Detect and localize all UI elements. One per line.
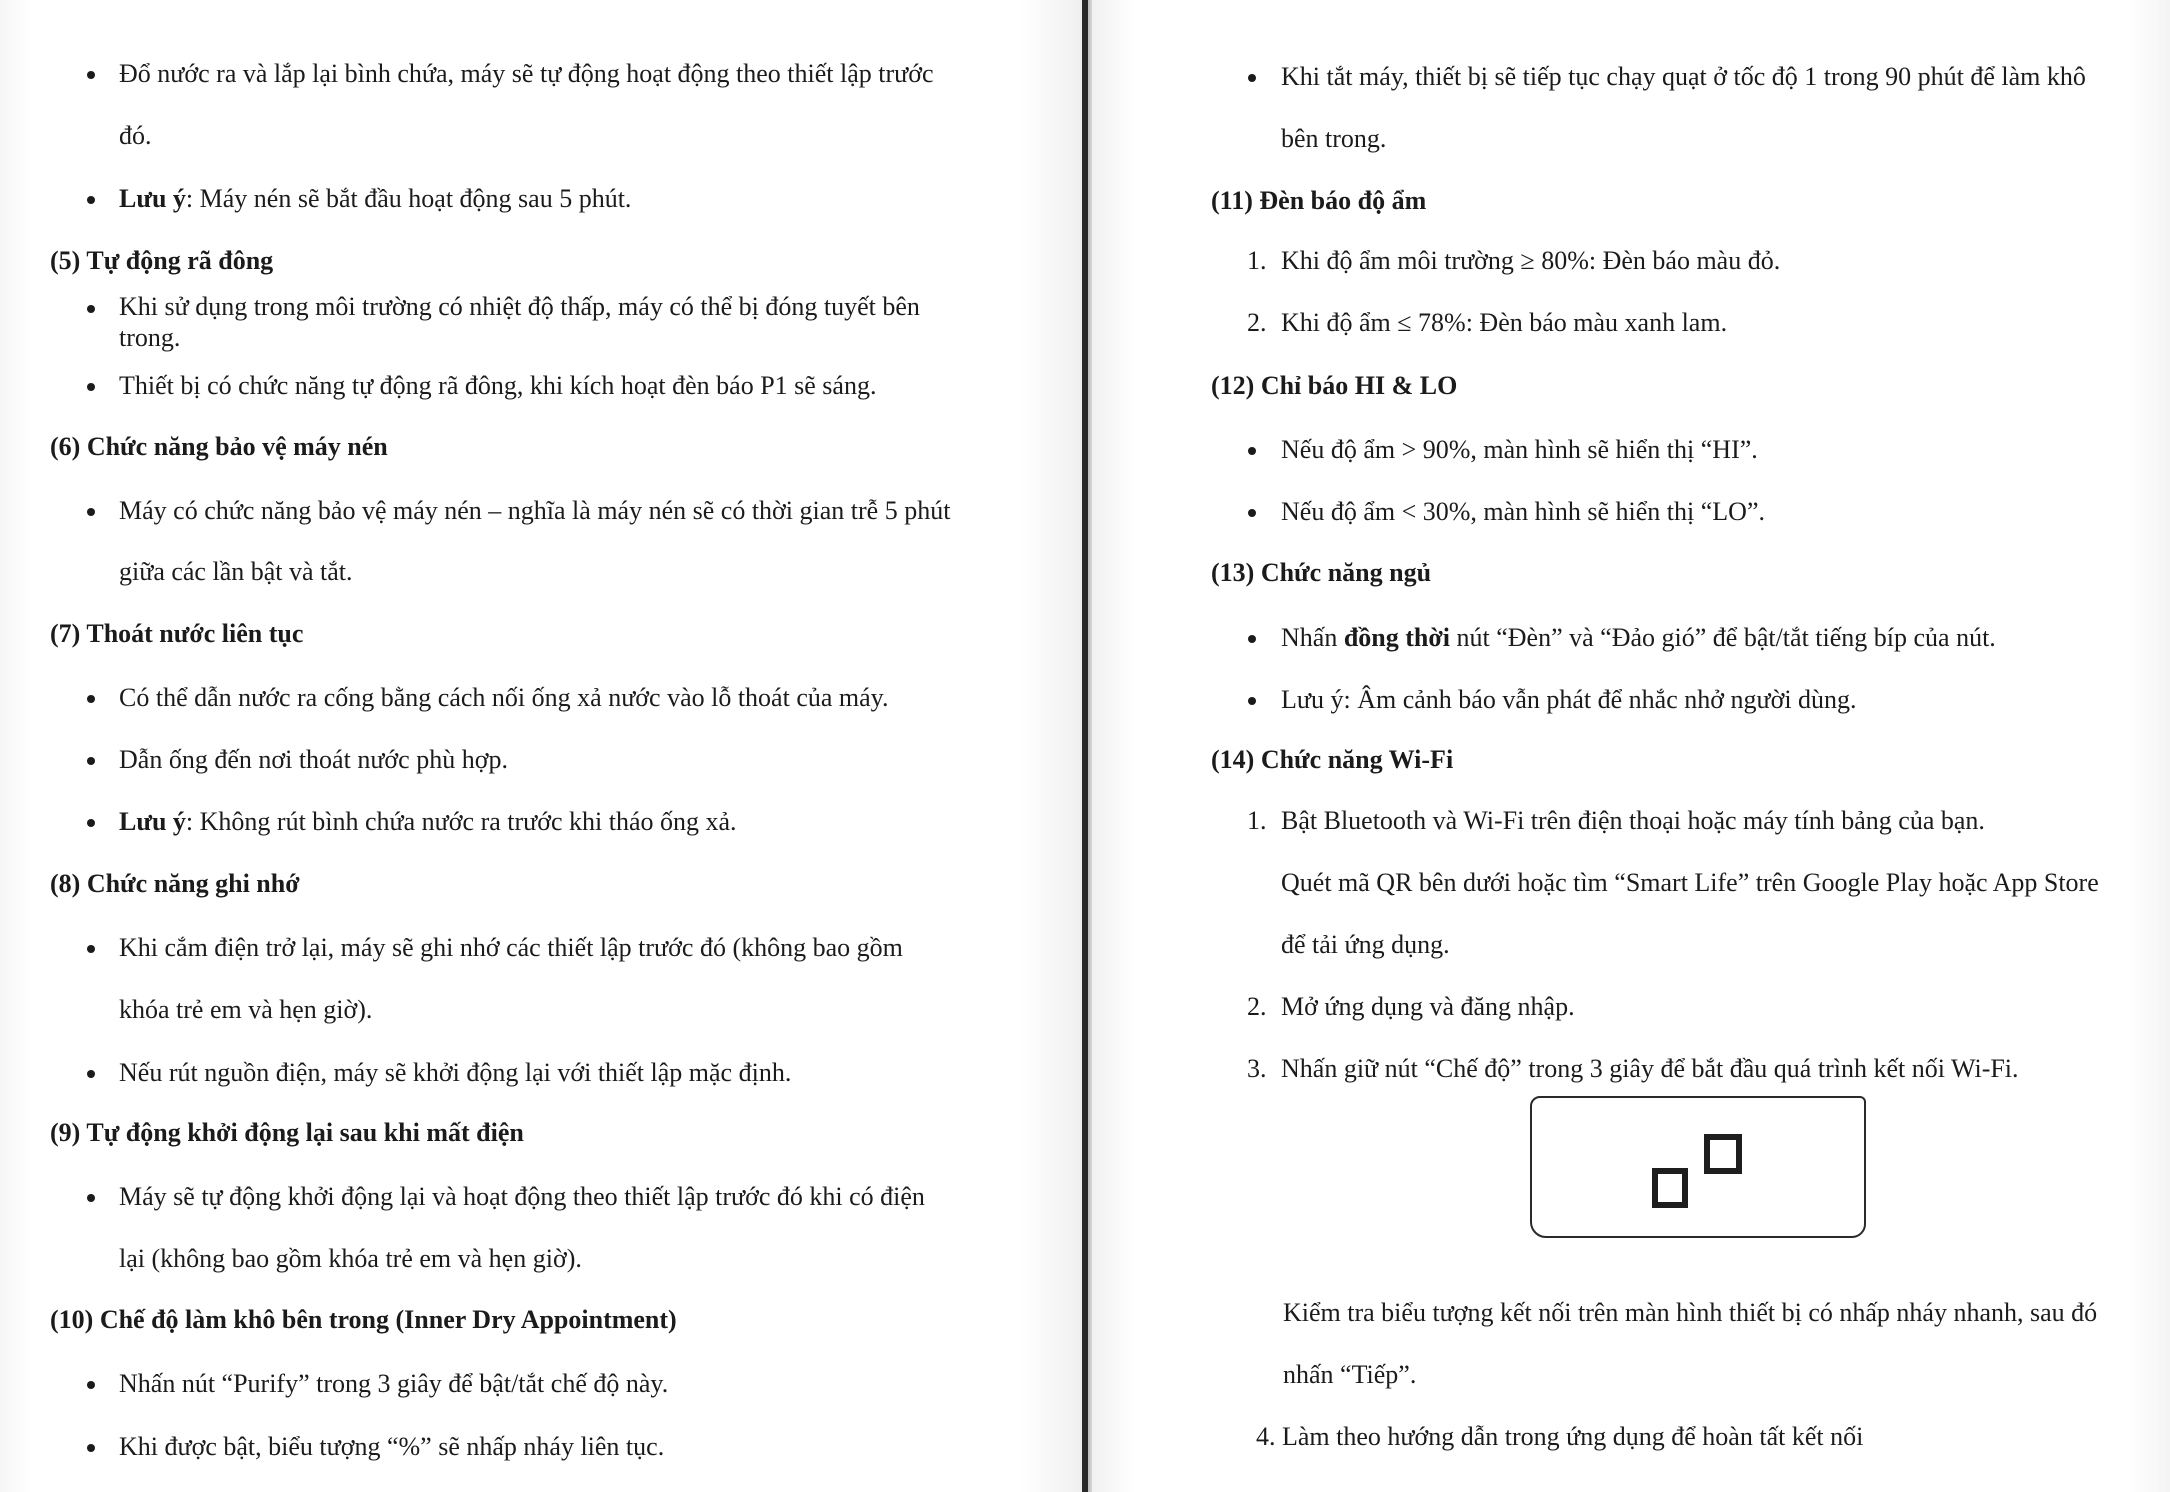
bullet bbox=[87, 695, 95, 703]
note-label: Lưu ý bbox=[119, 807, 186, 836]
bullet bbox=[87, 1381, 95, 1389]
bullet bbox=[87, 1444, 95, 1452]
text-line: Khi độ ẩm ≤ 78%: Đèn báo màu xanh lam. bbox=[1281, 308, 1728, 337]
text-line: Nếu rút nguồn điện, máy sẽ khởi động lại với thiết lập mặc định. bbox=[119, 1058, 792, 1087]
bullet bbox=[87, 819, 95, 827]
text-part: Nhấn bbox=[1281, 623, 1344, 652]
list-number: 1. bbox=[1247, 246, 1267, 275]
bullet bbox=[87, 757, 95, 765]
text-line: Khi độ ẩm môi trường ≥ 80%: Đèn báo màu đỏ. bbox=[1281, 246, 1781, 275]
note-text: : Không rút bình chứa nước ra trước khi tháo ống xả. bbox=[185, 807, 737, 836]
bullet bbox=[1248, 697, 1256, 705]
text-line: Có thể dẫn nước ra cống bằng cách nối ống xả nước vào lỗ thoát của máy. bbox=[119, 683, 889, 712]
text-part: nút “Đèn” và “Đảo gió” để bật/tắt tiếng bíp của nút. bbox=[1450, 623, 1996, 652]
device-display-illustration bbox=[1530, 1096, 1866, 1238]
bullet bbox=[87, 508, 95, 516]
section-heading-14: (14) Chức năng Wi-Fi bbox=[1211, 745, 1454, 774]
bullet bbox=[1248, 74, 1256, 82]
text-line: Nếu độ ẩm > 90%, màn hình sẽ hiển thị “HI”. bbox=[1281, 435, 1758, 464]
text-line: Dẫn ống đến nơi thoát nước phù hợp. bbox=[119, 745, 508, 774]
bullet bbox=[87, 196, 95, 204]
text-line: Lưu ý: Âm cảnh báo vẫn phát để nhắc nhở người dùng. bbox=[1281, 685, 1857, 714]
bullet bbox=[1248, 635, 1256, 643]
text-line bbox=[119, 184, 631, 214]
text-line: Bật Bluetooth và Wi-Fi trên điện thoại hoặc máy tính bảng của bạn. bbox=[1281, 806, 1985, 835]
text-line: Quét mã QR bên dưới hoặc tìm “Smart Life” trên Google Play hoặc App Store bbox=[1281, 868, 2099, 897]
bullet bbox=[87, 1194, 95, 1202]
bullet bbox=[87, 71, 95, 79]
section-heading-8: (8) Chức năng ghi nhớ bbox=[50, 869, 300, 898]
text-line: 4. Làm theo hướng dẫn trong ứng dụng để hoàn tất kết nối bbox=[1256, 1422, 1864, 1451]
text-line: đó. bbox=[119, 121, 152, 150]
note-label: Lưu ý bbox=[119, 184, 186, 213]
text-line: Nếu độ ẩm < 30%, màn hình sẽ hiển thị “LO”. bbox=[1281, 497, 1765, 526]
text-line: lại (không bao gồm khóa trẻ em và hẹn giờ). bbox=[119, 1244, 582, 1273]
text-line: bên trong. bbox=[1281, 124, 1387, 153]
text-line: Máy có chức năng bảo vệ máy nén – nghĩa là máy nén sẽ có thời gian trễ 5 phút bbox=[119, 496, 951, 525]
section-heading-13: (13) Chức năng ngủ bbox=[1211, 558, 1432, 587]
emphasis: đồng thời bbox=[1343, 623, 1450, 652]
text-line: để tải ứng dụng. bbox=[1281, 930, 1450, 959]
text-line: Khi sử dụng trong môi trường có nhiệt độ thấp, máy có thể bị đóng tuyết bên bbox=[119, 292, 920, 321]
text-line bbox=[1281, 623, 1996, 653]
text-line: Nhấn giữ nút “Chế độ” trong 3 giây để bắt đầu quá trình kết nối Wi-Fi. bbox=[1281, 1054, 2019, 1083]
text-line: Máy sẽ tự động khởi động lại và hoạt động theo thiết lập trước đó khi có điện bbox=[119, 1182, 925, 1211]
text-line: Nhấn nút “Purify” trong 3 giây để bật/tắt chế độ này. bbox=[119, 1369, 669, 1398]
section-heading-7: (7) Thoát nước liên tục bbox=[50, 619, 304, 648]
bullet bbox=[87, 383, 95, 391]
text-line: Khi tắt máy, thiết bị sẽ tiếp tục chạy quạt ở tốc độ 1 trong 90 phút để làm khô bbox=[1281, 62, 2086, 91]
text-line: Khi cắm điện trở lại, máy sẽ ghi nhớ các thiết lập trước đó (không bao gồm bbox=[119, 933, 903, 962]
list-number: 2. bbox=[1247, 992, 1267, 1021]
wifi-indicator-icon bbox=[1704, 1134, 1742, 1174]
text-line: trong. bbox=[119, 323, 181, 352]
text-line: Khi được bật, biểu tượng “%” sẽ nhấp nháy liên tục. bbox=[119, 1432, 665, 1461]
text-line: khóa trẻ em và hẹn giờ). bbox=[119, 995, 373, 1024]
text-line: Kiểm tra biểu tượng kết nối trên màn hình thiết bị có nhấp nháy nhanh, sau đó bbox=[1283, 1298, 2098, 1327]
bullet bbox=[87, 305, 95, 313]
text-line: Thiết bị có chức năng tự động rã đông, khi kích hoạt đèn báo P1 sẽ sáng. bbox=[119, 371, 877, 400]
list-number: 1. bbox=[1247, 806, 1267, 835]
list-number: 2. bbox=[1247, 308, 1267, 337]
section-heading-12: (12) Chỉ báo HI & LO bbox=[1211, 371, 1458, 400]
list-number: 3. bbox=[1247, 1054, 1267, 1083]
text-line bbox=[119, 807, 737, 837]
text-line: nhấn “Tiếp”. bbox=[1283, 1360, 1417, 1389]
section-heading-5: (5) Tự động rã đông bbox=[50, 246, 274, 275]
section-heading-9: (9) Tự động khởi động lại sau khi mất điện bbox=[50, 1118, 524, 1147]
text-line: Mở ứng dụng và đăng nhập. bbox=[1281, 992, 1575, 1021]
note-text: : Máy nén sẽ bắt đầu hoạt động sau 5 phút. bbox=[185, 184, 632, 213]
text-line: Đổ nước ra và lắp lại bình chứa, máy sẽ tự động hoạt động theo thiết lập trước bbox=[119, 59, 934, 88]
section-heading-11: (11) Đèn báo độ ẩm bbox=[1211, 186, 1427, 215]
bullet bbox=[87, 945, 95, 953]
section-heading-10: (10) Chế độ làm khô bên trong (Inner Dry Appointment) bbox=[50, 1305, 677, 1334]
bullet bbox=[87, 1070, 95, 1078]
display-segment-icon bbox=[1652, 1168, 1688, 1208]
bullet bbox=[1248, 447, 1256, 455]
text-line: giữa các lần bật và tắt. bbox=[119, 557, 353, 586]
section-heading-6: (6) Chức năng bảo vệ máy nén bbox=[50, 432, 388, 461]
bullet bbox=[1248, 509, 1256, 517]
